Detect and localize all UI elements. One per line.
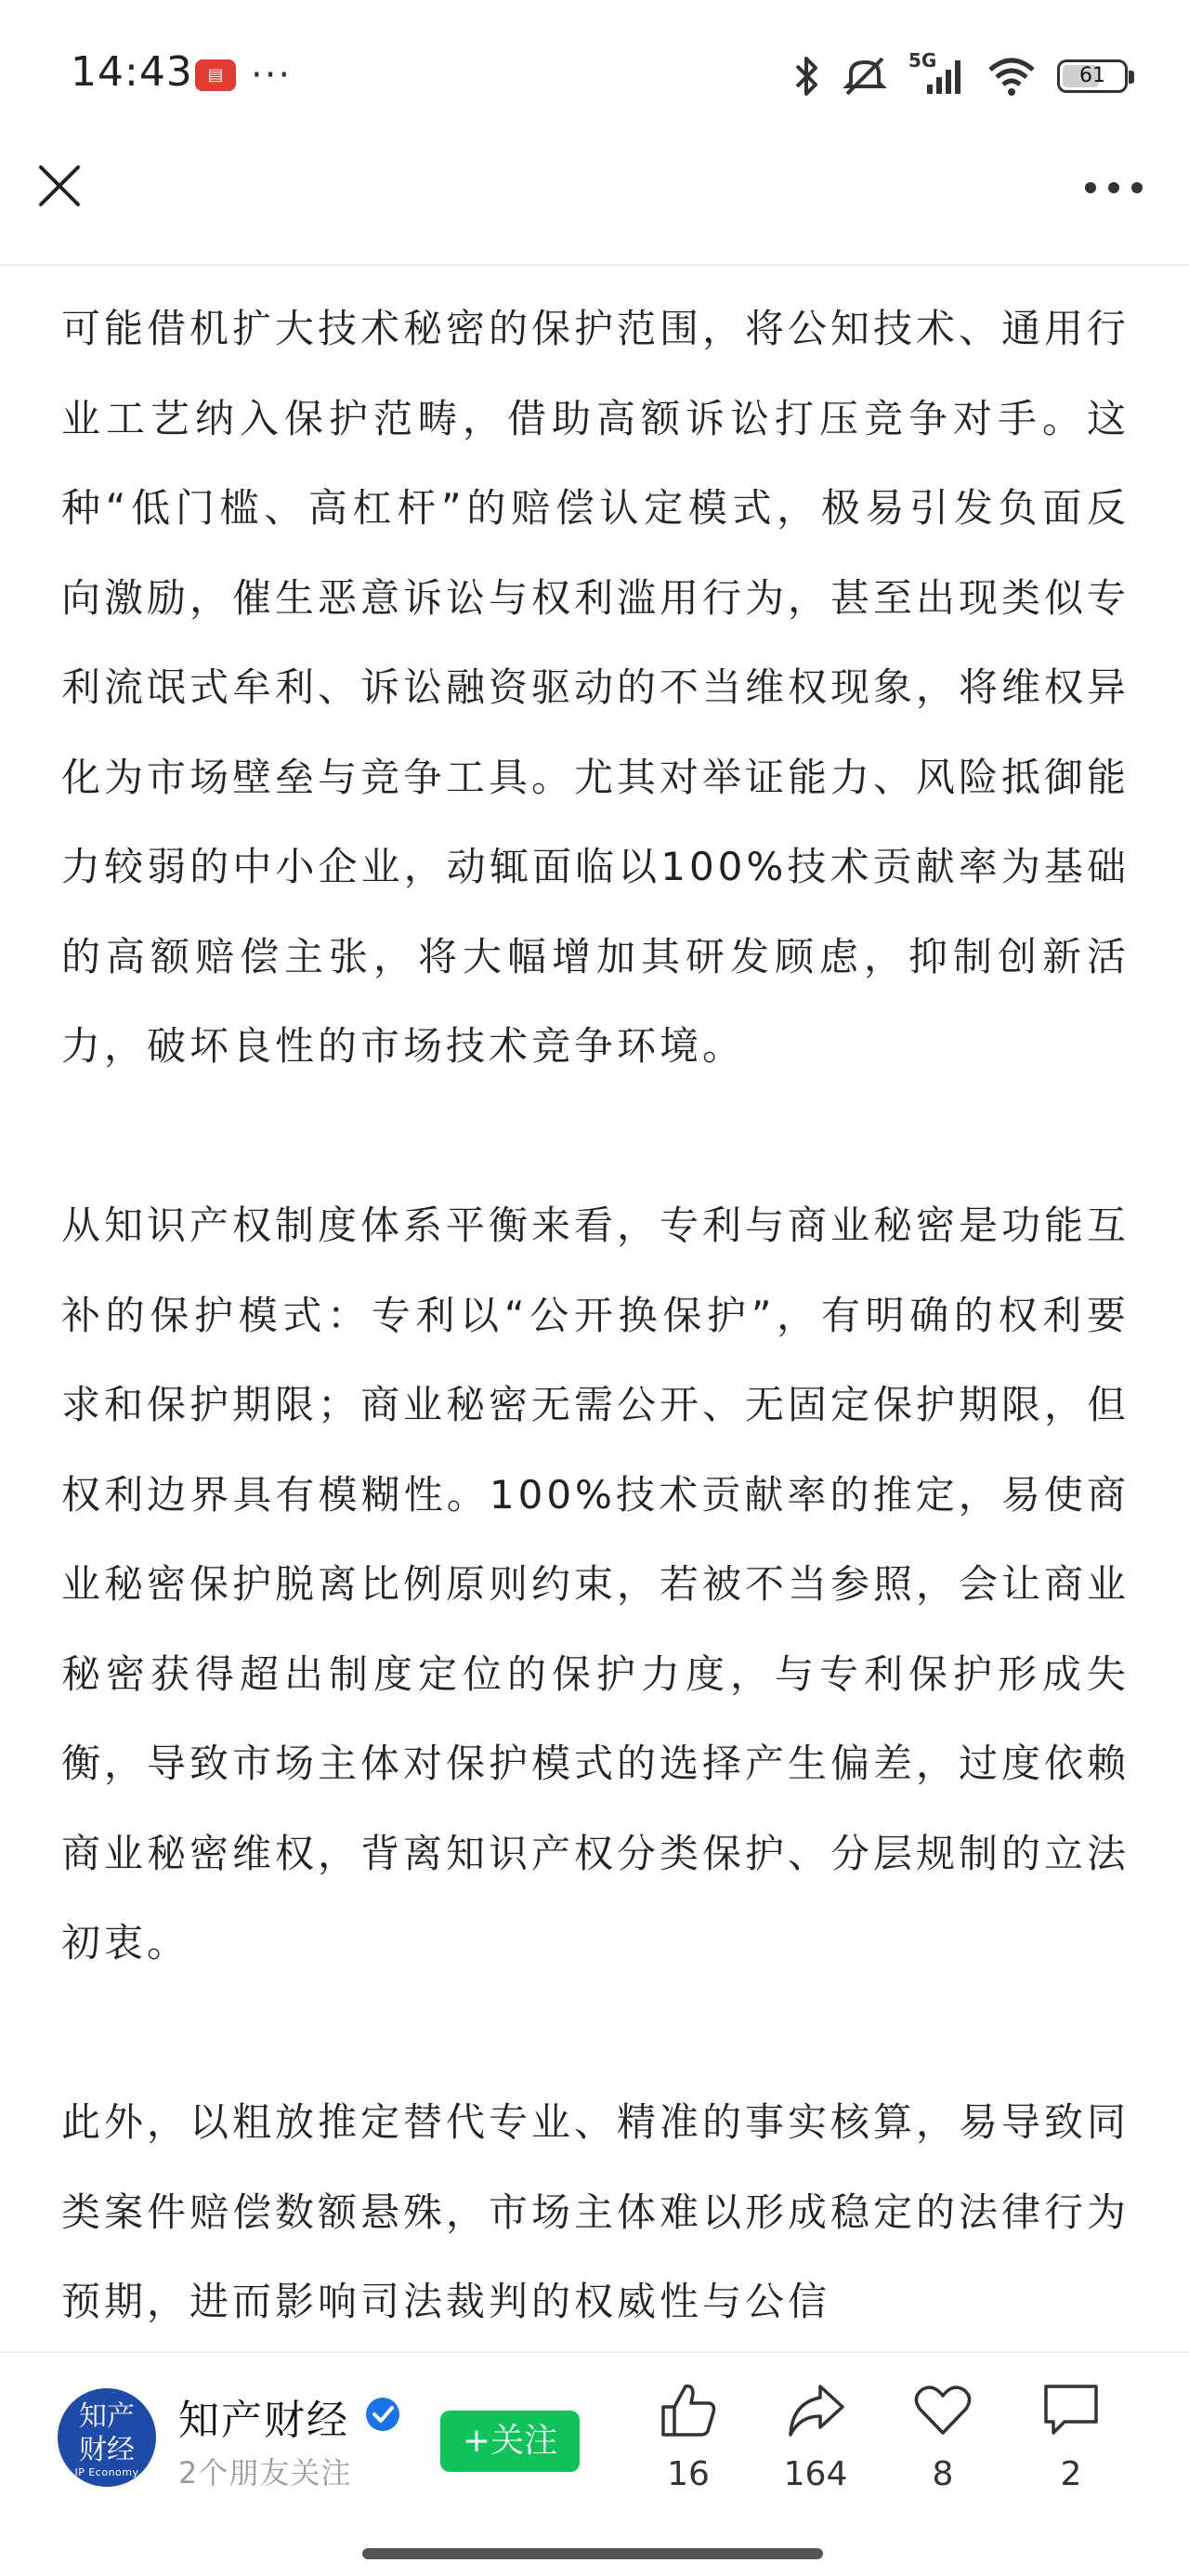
article-paragraph-2: 从知识产权制度体系平衡来看，专利与商业秘密是功能互补的保护模式：专利以“公开换保护”，有明确的权利要求和保护期限；商业秘密无需公开、无固定保护期限，但权利边界具有模糊性。100%技术贡献率的推定，易使商业秘密保护脱离比例原则约束，若被不当参照，会让商业秘密获得超出制度定位的保护力度，与专利保护形成失衡，导致市场主体对保护模式的选择产生偏差，过度依赖商业秘密维权，背离知识产权分类保护、分层规制的立法初衷。 xyxy=(61,1203,1130,1965)
comment-button[interactable] xyxy=(1020,2379,1122,2509)
article-paragraph-3: 此外，以粗放推定替代专业、精准的事实核算，易导致同类案件赔偿数额悬殊，市场主体难以形成稳定的法律行为预期，进而影响司法裁判的权威性与公信 xyxy=(61,2099,1130,2324)
favorite-count: 8 xyxy=(932,2455,954,2493)
signal-icon xyxy=(908,49,966,98)
share-icon xyxy=(785,2379,846,2440)
heart-icon xyxy=(912,2379,973,2440)
battery-icon xyxy=(1057,59,1128,93)
status-bar xyxy=(0,0,1189,149)
share-button[interactable] xyxy=(764,2379,867,2509)
status-time: 14:43 xyxy=(71,48,193,96)
share-count: 164 xyxy=(783,2455,848,2493)
system-icons xyxy=(793,50,1128,102)
app-notification-icon: ▤ xyxy=(195,59,236,91)
thumbs-up-icon xyxy=(658,2379,719,2440)
avatar-text-line3: IP Economy xyxy=(74,2466,139,2478)
more-options-icon[interactable] xyxy=(1083,177,1144,199)
article-paragraph-1: 可能借机扩大技术秘密的保护范围，将公知技术、通用行业工艺纳入保护范畴，借助高额诉讼打压竞争对手。这种“低门槛、高杠杆”的赔偿认定模式，极易引发负面反向激励，催生恶意诉讼与权利滥用行为，甚至出现类似专利流氓式牟利、诉讼融资驱动的不当维权现象，将维权异化为市场壁垒与竞争工具。尤其对举证能力、风险抵御能力较弱的中小企业，动辄面临以100%技术贡献率为基础的高额赔偿主张，将大幅增加其研发顾虑，抑制创新活力，破坏良性的市场技术竞争环境。 xyxy=(61,306,1130,1069)
more-notifications-icon: ··· xyxy=(251,54,293,97)
verified-badge-icon xyxy=(364,2396,401,2433)
avatar-text-line1: 知产 xyxy=(79,2400,135,2433)
friends-following-text: 2个朋友关注 xyxy=(178,2455,352,2491)
comment-count: 2 xyxy=(1060,2455,1082,2493)
article-body xyxy=(61,266,1130,2351)
wifi-icon xyxy=(986,55,1037,98)
author-name[interactable]: 知产财经 xyxy=(178,2397,349,2444)
author-avatar[interactable] xyxy=(58,2388,156,2487)
mute-icon xyxy=(842,55,888,98)
follow-button[interactable]: +关注 xyxy=(440,2411,580,2472)
close-icon[interactable] xyxy=(33,160,85,212)
like-count: 16 xyxy=(667,2455,710,2493)
top-nav-bar xyxy=(0,149,1189,266)
favorite-button[interactable] xyxy=(892,2379,994,2509)
home-indicator[interactable] xyxy=(362,2548,823,2559)
battery-level: 61 xyxy=(1079,64,1105,87)
comment-icon xyxy=(1040,2379,1102,2440)
avatar-text-line2: 财经 xyxy=(79,2434,135,2466)
like-button[interactable] xyxy=(637,2379,739,2509)
network-type: 5G xyxy=(908,49,937,72)
bluetooth-icon xyxy=(793,55,821,98)
